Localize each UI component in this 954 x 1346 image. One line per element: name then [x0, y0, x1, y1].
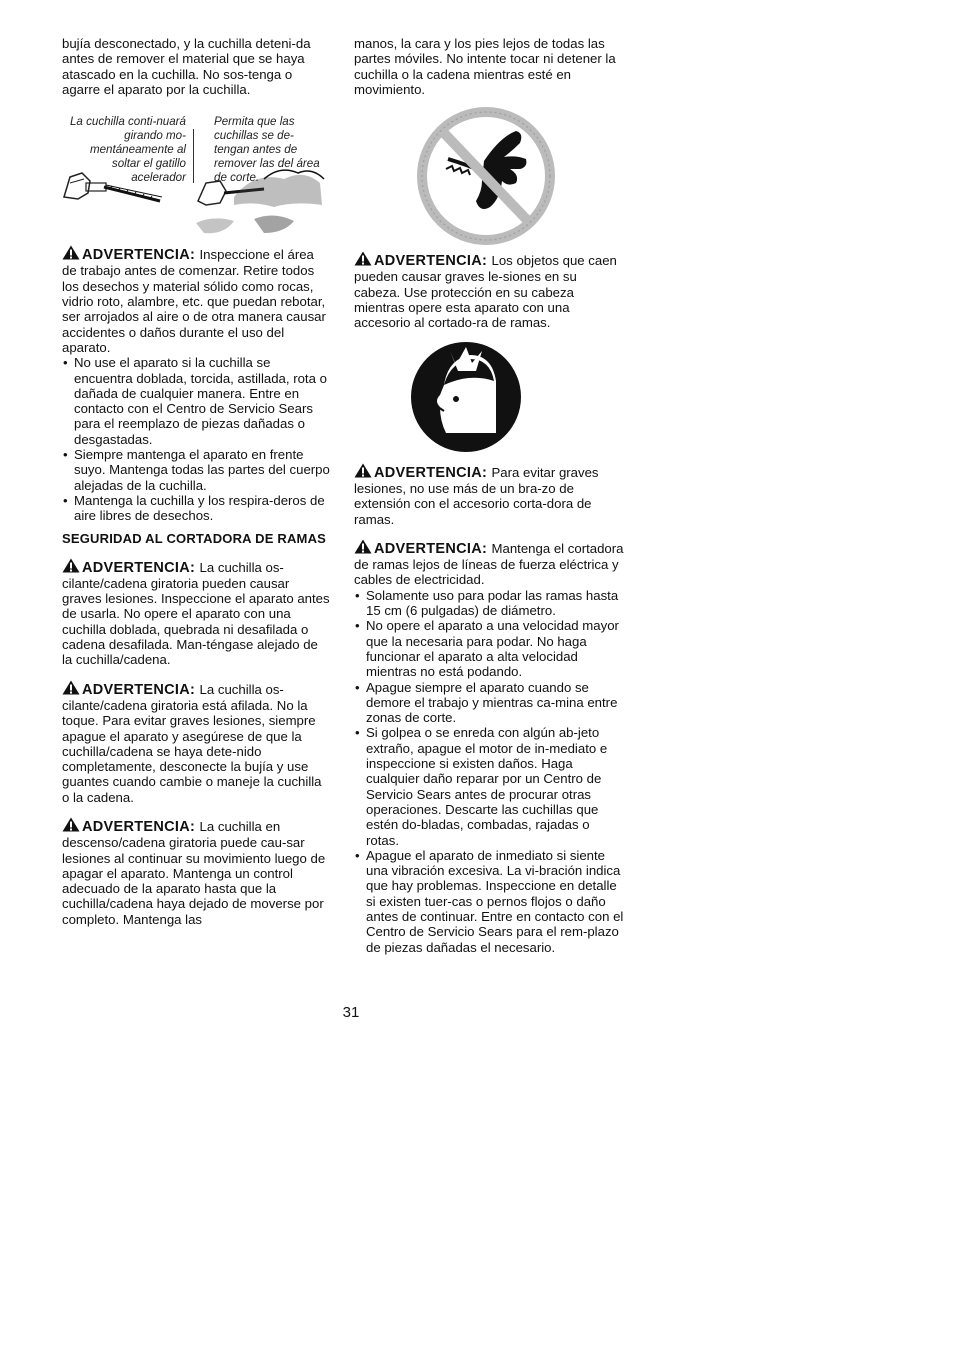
list-item: • Solamente uso para podar las ramas hasta 15 cm (6 pulgadas) de diámetro. — [354, 588, 624, 619]
warning-title: ADVERTENCIA: — [354, 541, 492, 557]
warning-block-extension-arm — [354, 463, 624, 527]
right-bullet-list — [354, 588, 624, 955]
list-item: • Siempre mantenga el aparato en frente suyo. Mantenga todas las partes del cuerpo alejadas de la cuchilla. — [62, 447, 330, 493]
warning-text: Inspeccione el área de trabajo antes de comenzar. Retire todos los desechos y material sólido como rocas, vidrio roto, alambre, etc. que puedan rebotar, ser arrojados al aire o de otra manera causar accidentes o daños durante el uso del aparato. — [62, 247, 326, 355]
warning-text: Los objetos que caen pueden causar graves le-siones en su cabeza. Use protección en su cabeza mientras opere esta aparato con una accesorio al cortado-ra de ramas. — [354, 253, 617, 331]
no-hand-contact-prohibition-icon — [416, 103, 556, 249]
warning-block-sharp-blade — [62, 680, 330, 805]
warning-block-inspect-area — [62, 245, 330, 355]
warning-title: ADVERTENCIA: — [354, 253, 492, 269]
warning-text: La cuchilla os-cilante/cadena giratoria está afilada. No la toque. Para evitar graves lesiones, siempre apague el aparato y asegúrese de que la cuchilla/cadena se haya dete-nido completamente, desconecte la bujía y use guantes cuando cambie o maneje la cuchilla o la cadena. — [62, 681, 322, 805]
list-item: • Apague siempre el aparato cuando se demore el trabajo y mientras ca-mina entre zonas de corte. — [354, 680, 624, 726]
list-item: • No use el aparato si la cuchilla se encuentra doblada, torcida, astillada, rota o dañada de cualquier manera. Entre en contacto con el Centro de Servicio Sears para el reemplazo de piezas dañadas o desgastadas. — [62, 355, 330, 447]
warning-title: ADVERTENCIA: — [62, 247, 200, 263]
warning-block-power-lines — [354, 539, 624, 588]
caption-let-blades-stop: Permita que las cuchillas se de-tengan antes de remover las del área de corte. — [214, 115, 320, 185]
left-column — [62, 36, 330, 927]
trimmer-figure-row — [62, 115, 330, 243]
head-protection-icon — [410, 341, 522, 453]
left-intro-paragraph: bujía desconectado, y la cuchilla deteni-da antes de remover el material que se haya atascado en la cuchilla. No sos-tenga o agarre el aparato por la cuchilla. — [62, 36, 311, 97]
left-bullet-list — [62, 355, 330, 523]
warning-triangle-icon — [62, 817, 80, 832]
warning-title: ADVERTENCIA: — [354, 465, 492, 481]
warning-text: Para evitar graves lesiones, no use más de un bra-zo de extensión con el accesorio corta-dora de ramas. — [354, 464, 599, 527]
warning-title: ADVERTENCIA: — [62, 682, 200, 698]
list-item: • Apague el aparato de inmediato si siente una vibración excesiva. La vi-bración indica que hay problemas. Inspeccione en detalle si existen tuer-cas o pernos flojos o daño antes de continuar. Entre en contacto con el Centro de Servicio Sears para el rem-plazo de piezas dañadas el necesario. — [354, 848, 624, 955]
warning-text: La cuchilla en descenso/cadena giratoria puede cau-sar lesiones al continuar su movimiento luego de apagar el aparato. Mantenga un control adecuado de la aparato hasta que la cuchilla/cadena haya dejado de moverse por completo. Mantenga las — [62, 818, 326, 927]
warning-triangle-icon — [354, 463, 372, 478]
warning-triangle-icon — [62, 245, 80, 260]
warning-triangle-icon — [62, 680, 80, 695]
trimming-hedge-illustration — [194, 161, 329, 241]
warning-block-falling-objects — [354, 251, 624, 330]
warning-block-oscillating-blade — [62, 558, 330, 668]
right-column — [354, 36, 624, 955]
list-item: • No opere el aparato a una velocidad mayor que la necesaria para podar. No haga funcionar el aparato a alta velocidad mientras no está podando. — [354, 618, 624, 679]
caption-blade-continues: La cuchilla conti-nuará girando mo-mentáneamente al soltar el gatillo acelerador — [69, 115, 186, 185]
warning-block-coasting-blade — [62, 817, 330, 927]
warning-triangle-icon — [354, 539, 372, 554]
warning-triangle-icon — [354, 251, 372, 266]
warning-title: ADVERTENCIA: — [62, 560, 200, 576]
list-item: • Si golpea o se enreda con algún ab-jeto extraño, apague el motor de in-mediato e inspeccione si existen daños. Haga cualquier daño reparar por un Centro de Servicio Sears antes de procurar otras operaciones. Descarte las cuchillas que estén do-bladas, combadas, rajadas o rotas. — [354, 725, 624, 847]
hedge-trimmer-illustration — [60, 163, 190, 207]
page-number: 31 — [342, 1004, 360, 1021]
warning-text: La cuchilla os-cilante/cadena giratoria pueden causar graves lesiones. Inspeccione el aparato antes de usarla. No opere el aparato con una cuchilla doblada, quebrada ni desafilada o cadena desafilada. Man-téngase alejado de la cuchilla/cadena. — [62, 559, 330, 668]
section-heading: SEGURIDAD AL CORTADORA DE RAMAS — [62, 530, 327, 546]
warning-title: ADVERTENCIA: — [62, 819, 200, 835]
warning-triangle-icon — [62, 558, 80, 573]
right-intro-paragraph: manos, la cara y los pies lejos de todas las partes móviles. No intente tocar ni detener la cuchilla o la cadena mientras esté en movimiento. — [354, 36, 616, 97]
warning-text: Mantenga el cortadora de ramas lejos de líneas de fuerza eléctrica y cables de electricidad. — [354, 540, 624, 588]
list-item: • Mantenga la cuchilla y los respira-deros de aire libres de desechos. — [62, 493, 330, 524]
